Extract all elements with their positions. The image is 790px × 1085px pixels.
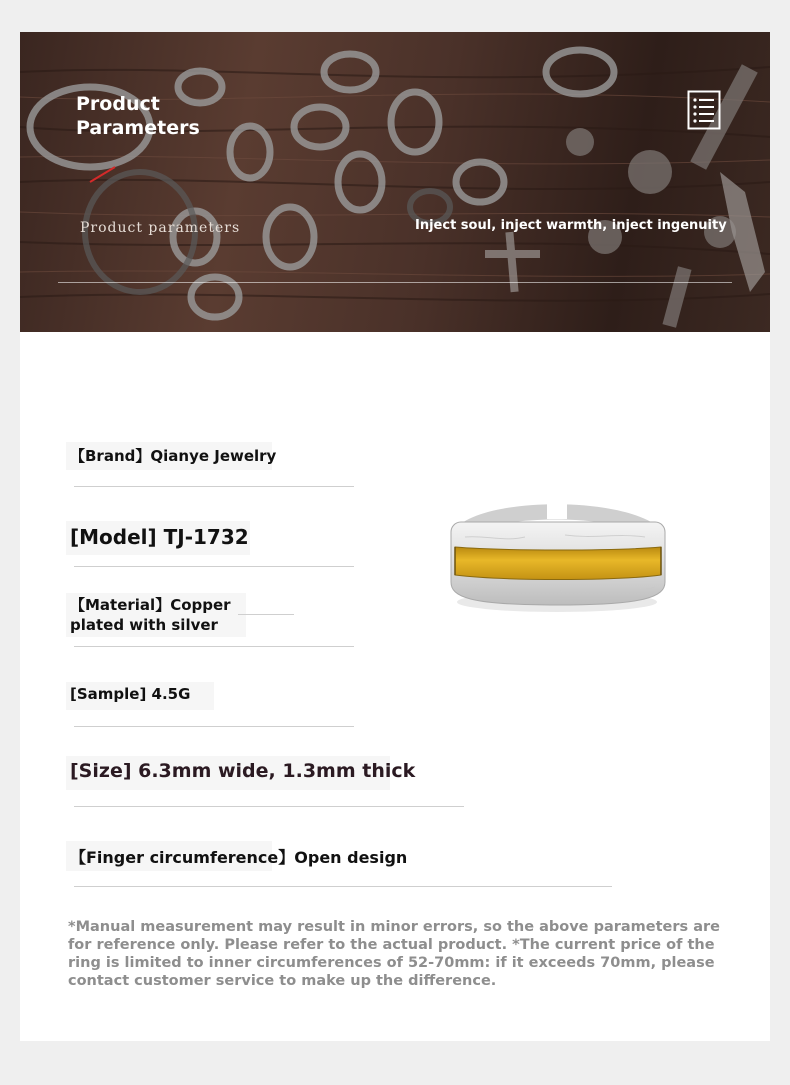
param-sample-text: [Sample] 4.5G: [70, 685, 191, 703]
param-brand-text: 【Brand】Qianye Jewelry: [70, 447, 277, 465]
param-size-text: [Size] 6.3mm wide, 1.3mm thick: [70, 760, 416, 782]
param-finger-text: 【Finger circumference】Open design: [70, 848, 408, 867]
banner-title-line2: Parameters: [76, 117, 200, 139]
ring-product-image: [445, 487, 675, 617]
divider: [74, 646, 354, 647]
banner-title-line1: Product: [76, 93, 160, 115]
divider: [74, 806, 464, 807]
product-card: [20, 32, 770, 1041]
divider: [238, 614, 294, 615]
divider: [74, 886, 612, 887]
param-material: [70, 595, 260, 635]
param-model-text: [Model] TJ-1732: [70, 525, 249, 549]
banner: [20, 32, 770, 332]
param-brand: [70, 445, 276, 466]
banner-tagline: Inject soul, inject warmth, inject ingenuity: [415, 218, 727, 233]
banner-title: [76, 92, 200, 140]
banner-divider: [58, 282, 732, 283]
menu-list-icon: [687, 90, 721, 130]
param-material-text: 【Material】Copper plated with silver: [70, 596, 231, 634]
measurement-note: *Manual measurement may result in minor errors, so the above parameters are for reference only. Please refer to the actual product. *The current price of the ring is limited to inner circumferences of 52-70mm: if it exceeds 70mm, please contact customer service to make up the difference.: [68, 919, 720, 989]
divider: [74, 486, 354, 487]
param-finger-circumference: [70, 845, 407, 868]
banner-background-jewelry: [20, 32, 770, 332]
param-model: [70, 525, 249, 549]
divider: [74, 726, 354, 727]
param-size: [70, 760, 415, 782]
divider: [74, 566, 354, 567]
param-sample: [70, 685, 190, 703]
banner-subtitle: Product parameters: [80, 220, 241, 236]
